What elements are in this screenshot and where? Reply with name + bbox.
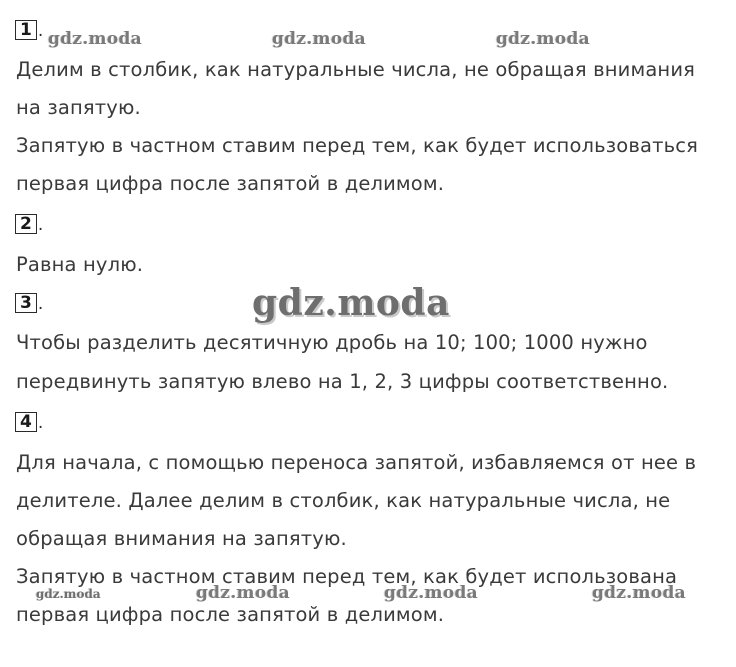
section-4-line-1: Для начала, с помощью переноса запятой, избавляемся от нее в: [16, 451, 697, 474]
question-number-box: 3: [15, 293, 37, 313]
watermark-bottom-3: gdz.moda: [384, 583, 478, 603]
section-1-line-2: на запятую.: [16, 96, 141, 119]
section-4-line-3: обращая внимания на запятую.: [16, 527, 347, 550]
question-number-box: 1: [15, 20, 37, 40]
section-4-line-5: первая цифра после запятой в делимом.: [16, 603, 445, 626]
section-2-line-1: Равна нулю.: [16, 253, 144, 276]
watermark-top-2: gdz.moda: [272, 29, 366, 49]
section-1-line-1: Делим в столбик, как натуральные числа, не обращая внимания: [16, 58, 696, 81]
section-3-number: 3 .: [15, 293, 43, 313]
question-number-box: 4: [15, 412, 37, 432]
section-1-number: 1 .: [15, 20, 43, 40]
watermark-top-3: gdz.moda: [496, 29, 590, 49]
section-1-line-3: Запятую в частном ставим перед тем, как будет использоваться: [16, 134, 699, 157]
watermark-top-1: gdz.moda: [48, 29, 142, 49]
question-number-box: 2: [15, 214, 37, 234]
watermark-center: gdz.moda: [252, 282, 450, 324]
section-3-line-1: Чтобы разделить десятичную дробь на 10; 100; 1000 нужно: [16, 331, 648, 354]
section-2-number: 2 .: [15, 214, 43, 234]
section-1-line-4: первая цифра после запятой в делимом.: [16, 172, 445, 195]
section-4-line-4: Запятую в частном ставим перед тем, как будет использована: [16, 565, 678, 588]
watermark-bottom-4: gdz.moda: [592, 583, 686, 603]
section-4-number: 4 .: [15, 412, 43, 432]
watermark-bottom-1: gdz.moda: [36, 587, 101, 601]
watermark-bottom-2: gdz.moda: [196, 583, 290, 603]
section-3-line-2: передвинуть запятую влево на 1, 2, 3 цифры соответственно.: [16, 370, 669, 393]
section-4-line-2: делителе. Далее делим в столбик, как натуральные числа, не: [16, 489, 671, 512]
